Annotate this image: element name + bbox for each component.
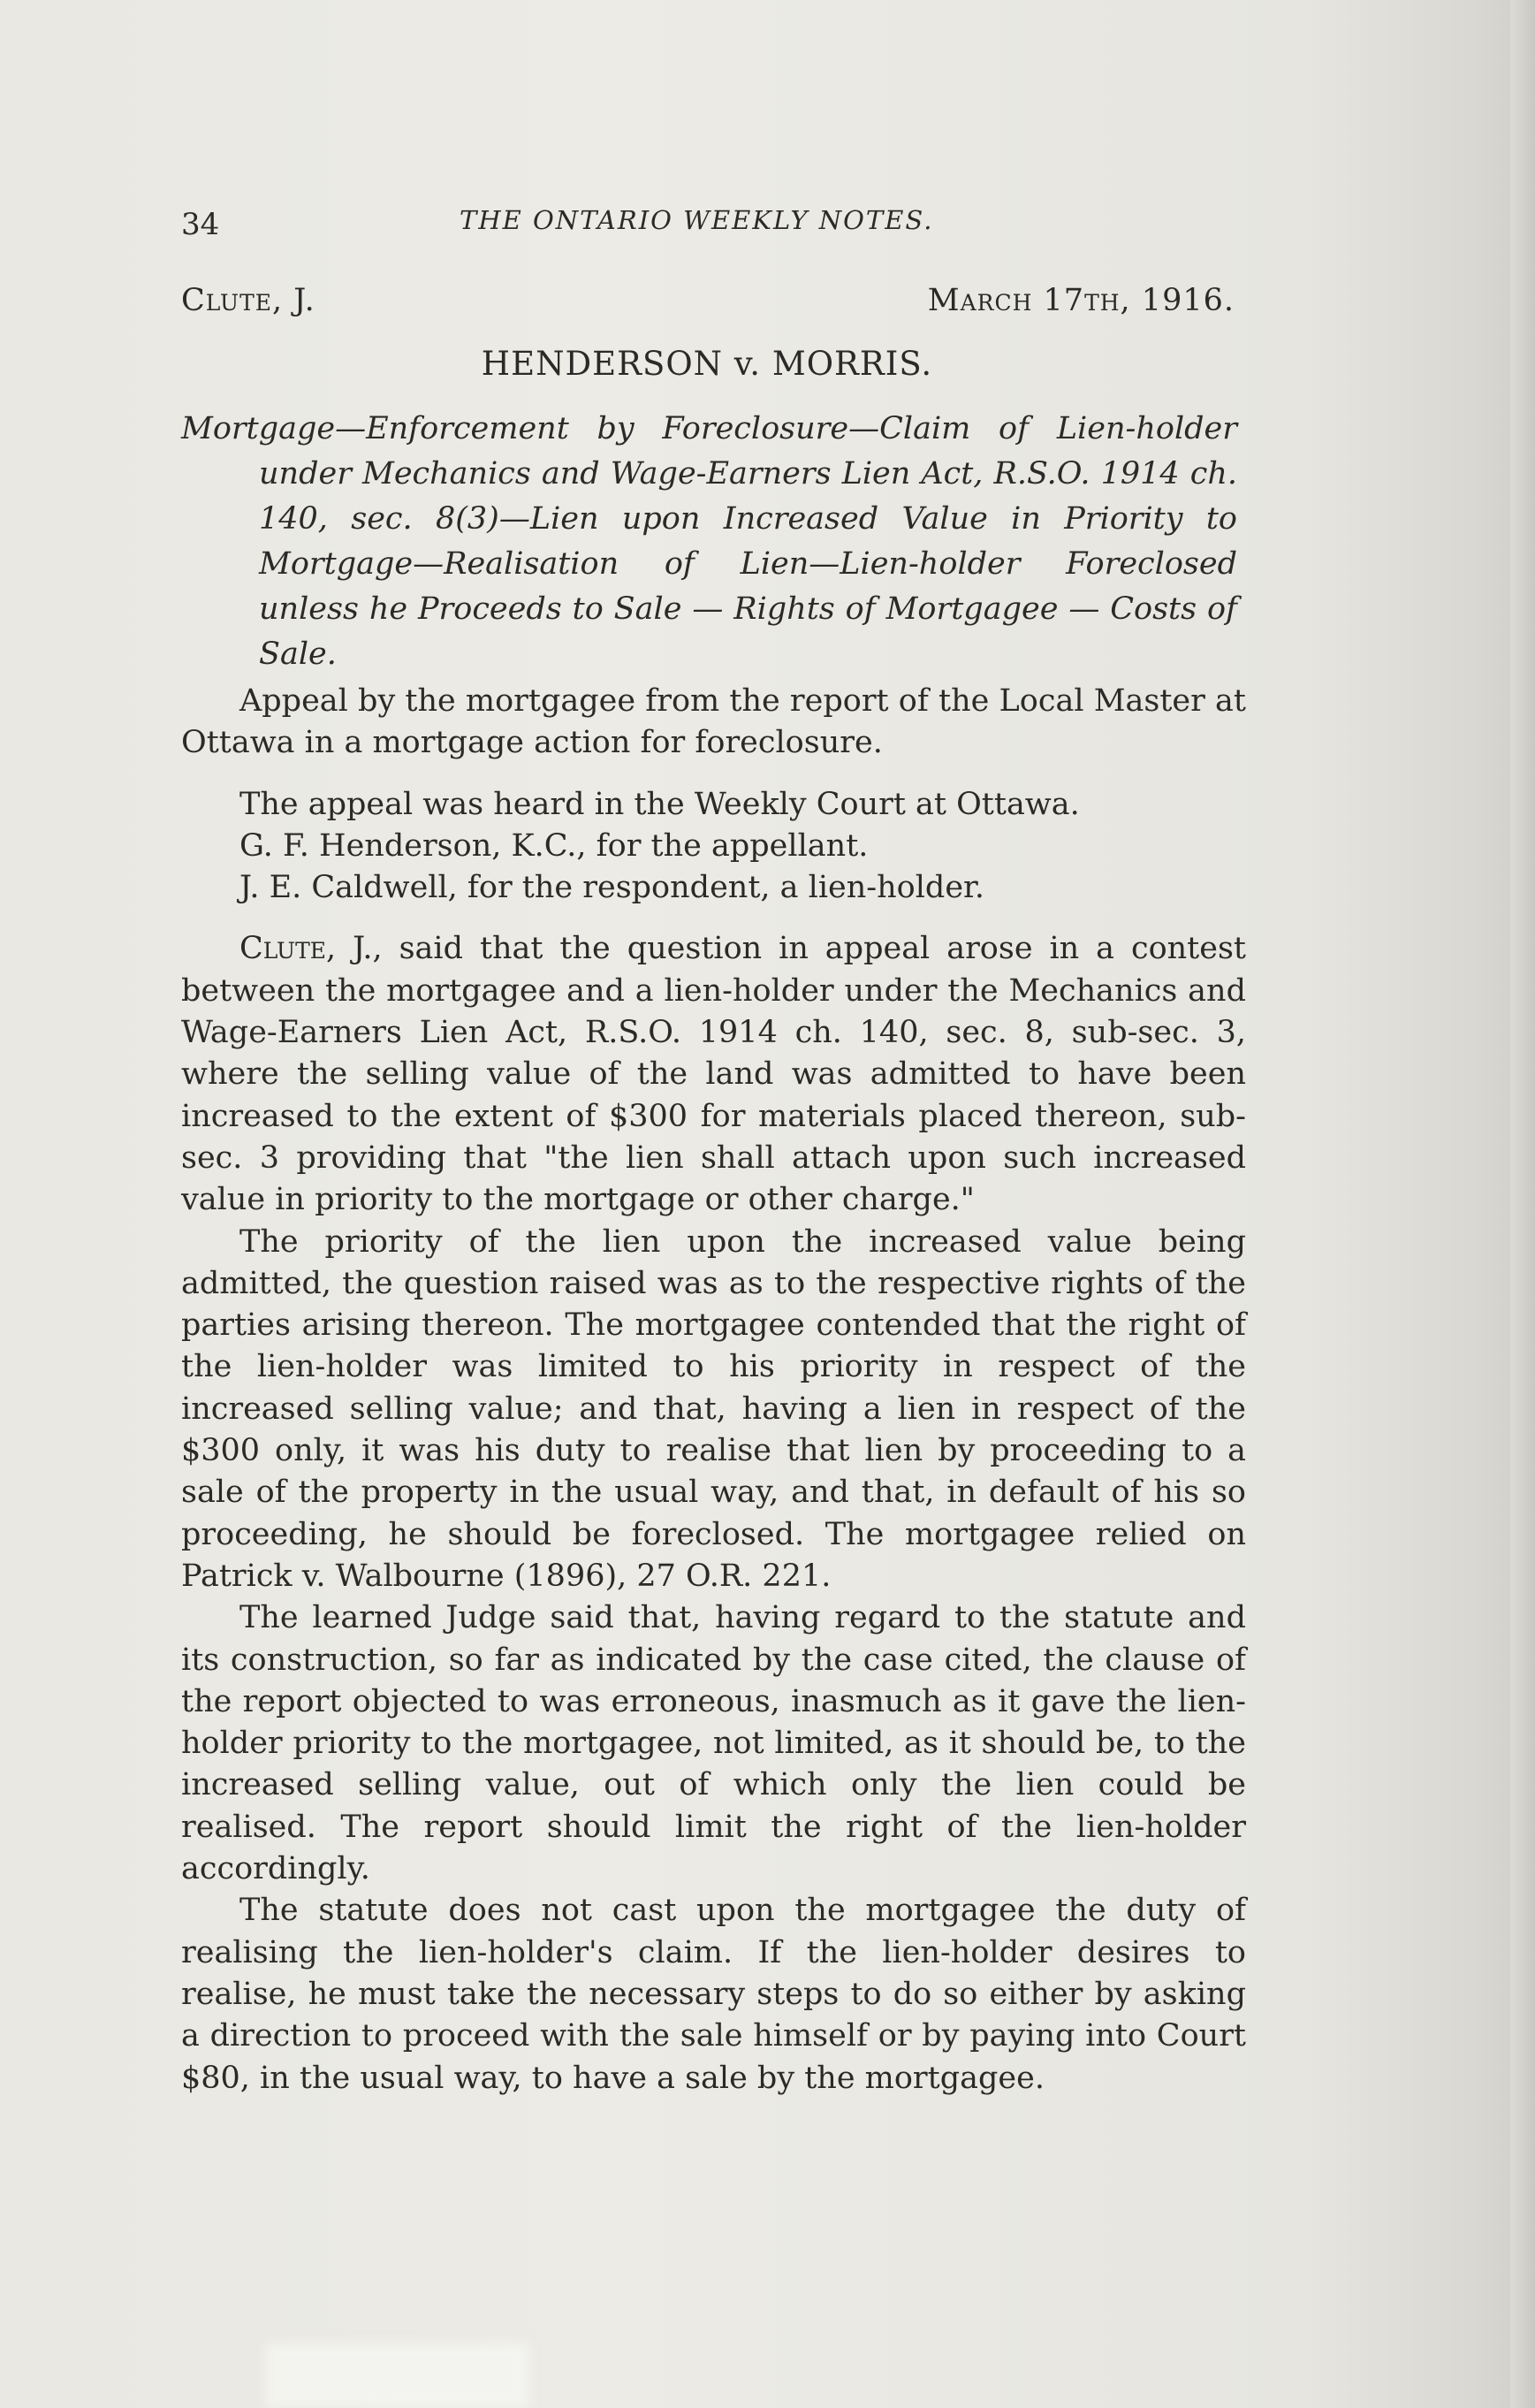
judgment-opening-text: said that the question in appeal arose in a contest between the mortgagee and a lien-holder under the Mechanics and Wage-Earners Lien Act, R.S.O. 1914 ch. 140, sec. 8, sub-sec. 3, where the selling value of the land was admitted to have been increased to the extent of $300 for materials placed thereon, sub-sec. 3 providing that "the lien shall attach upon such increased value in priority to the mortgage or other charge." — [181, 931, 1246, 1218]
paragraph-appellant-counsel: G. F. Henderson, K.C., for the appellant. — [239, 827, 869, 864]
paragraph-priority: The priority of the lien upon the increased value being admitted, the question raised was as to the respective rights of the parties arising thereon. The mortgagee contended that the right of the lien-holder was limited to his priority in respect of the increased selling value; and that, having a lien in respect of the $300 only, it was his duty to realise that lien by proceeding to a sale of the property in the usual way, and that, in default of his so proceeding, he should be foreclosed. The mortgagee relied on Patrick v. Walbourne (1896), 27 O.R. 221. — [181, 1223, 1246, 1594]
judge-reference: Clute, J., — [239, 931, 383, 967]
paragraph-construction: The learned Judge said that, having regard to the statute and its construction, so far as indicated by the case cited, the clause of the report objected to was erroneous, inasmuch as it gave the lien-holder priority to the mortgagee, not limited, as it should be, to the increased selling value, out of which only the lien could be realised. The report should limit the right of the lien-holder accordingly. — [181, 1600, 1246, 1887]
page-number: 34 — [181, 207, 220, 242]
case-title: HENDERSON v. MORRIS. — [481, 345, 933, 383]
running-head — [181, 202, 1242, 246]
page-edge-shadow — [1510, 0, 1535, 2408]
headnote: Mortgage—Enforcement by Foreclosure—Claim of Lien-holder under Mechanics and Wage-Earners Lien Act, R.S.O. 1914 ch. 140, sec. 8(3)—Lien upon Increased Value in Priority to Mortgage—Realisation of Lien—Lien-holder Foreclosed unless he Proceeds to Sale — Rights of Mortgagee — Costs of Sale. — [181, 411, 1237, 672]
journal-title: THE ONTARIO WEEKLY NOTES. — [460, 205, 934, 235]
body-text — [181, 681, 1246, 2099]
case-date: March 17th, 1916. — [927, 283, 1235, 318]
paragraph-statute: The statute does not cast upon the mortgagee the duty of realising the lien-holder's claim. If the lien-holder desires to realise, he must take the necessary steps to do so either by asking a direction to proceed with the sale himself or by paying into Court $80, in the usual way, to have a sale by the mortgagee. — [181, 1893, 1246, 2096]
paragraph-respondent-counsel: J. E. Caldwell, for the respondent, a lien-holder. — [239, 870, 985, 906]
paragraph-appeal: Appeal by the mortgagee from the report of the Local Master at Ottawa in a mortgage action for foreclosure. — [181, 683, 1246, 761]
judge-name: Clute, J. — [181, 283, 315, 318]
paragraph-judgment-opening — [181, 928, 1246, 1221]
paragraph-hearing: The appeal was heard in the Weekly Court at Ottawa. — [239, 786, 1080, 822]
paper-blemish — [265, 2343, 530, 2408]
